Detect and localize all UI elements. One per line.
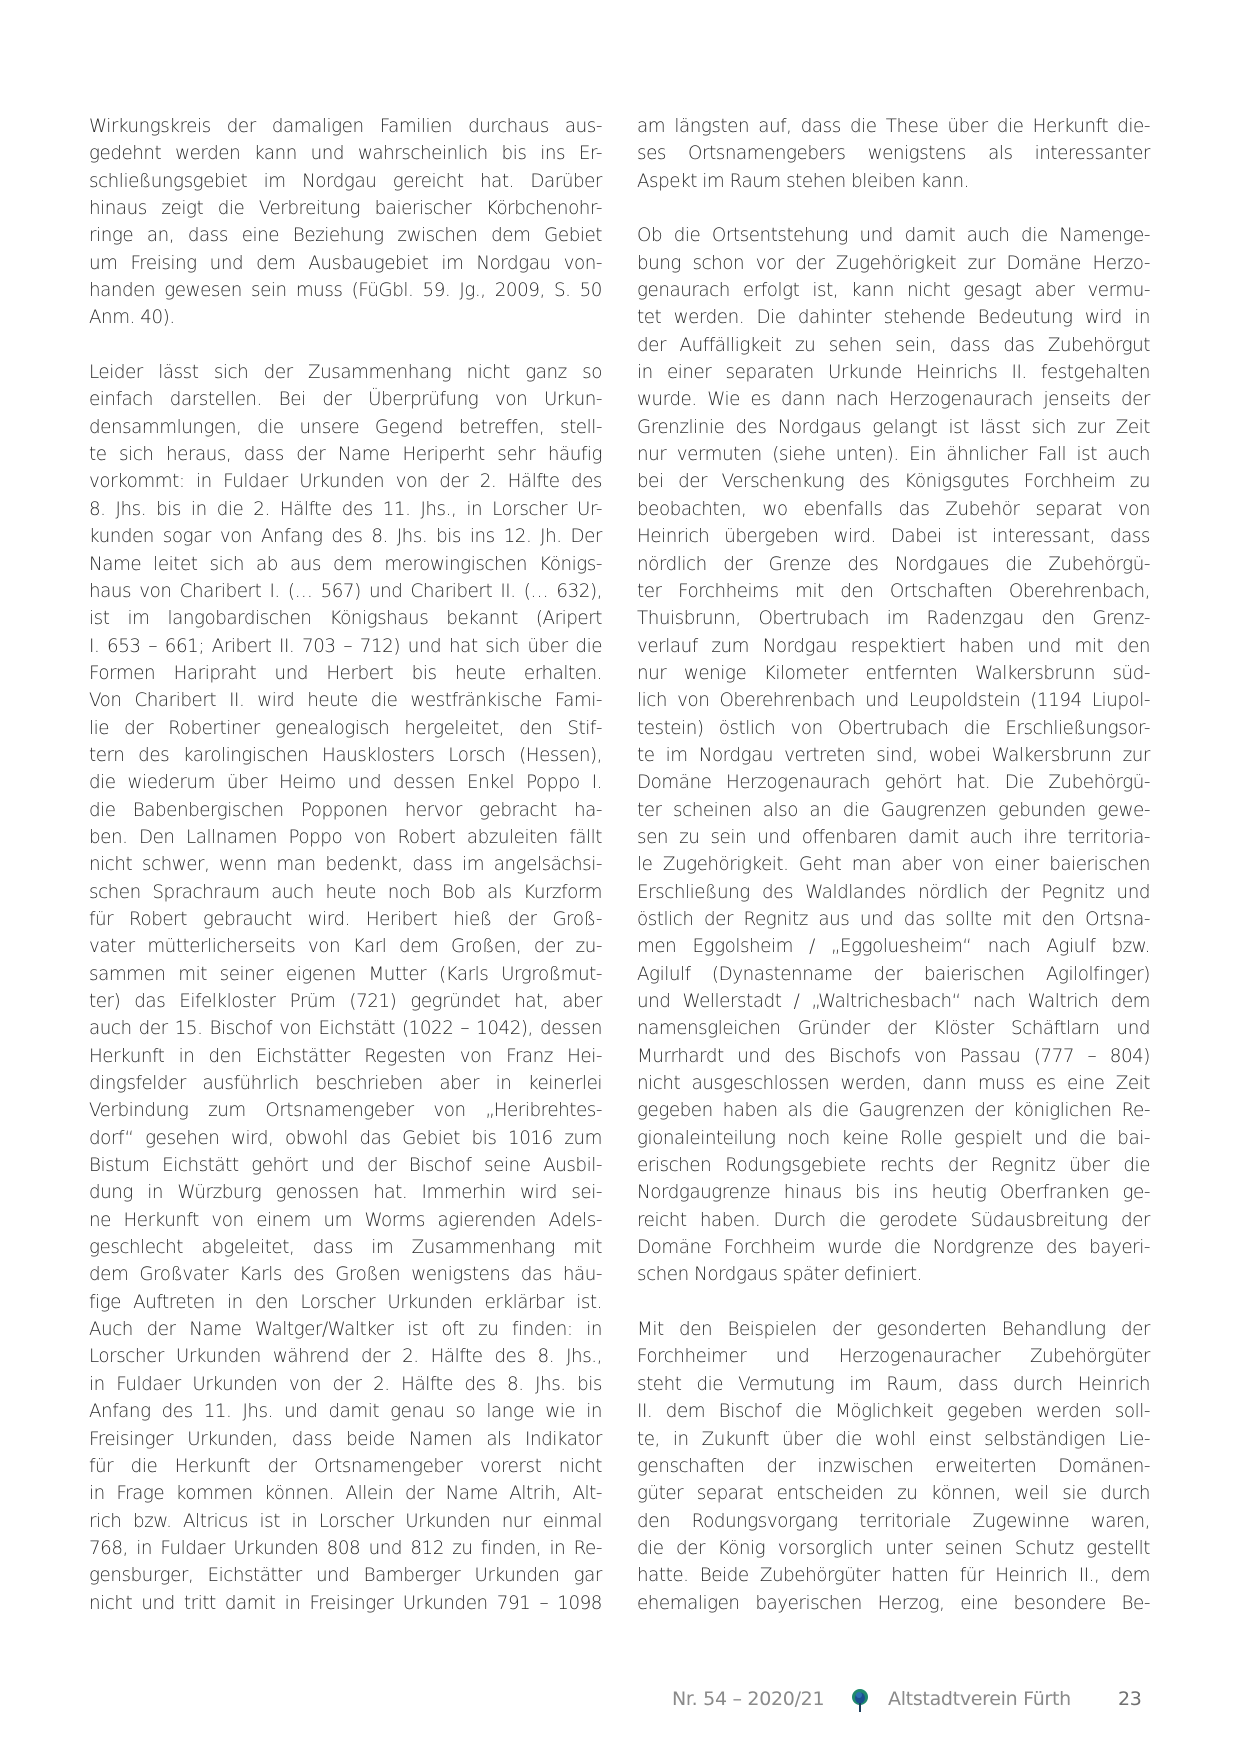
text-line: Forchheimer und Herzogenauracher Zubehörgüter <box>637 1346 1150 1368</box>
text-line: vorkommt: in Fuldaer Urkunden von der 2. Hälfte des <box>89 471 602 493</box>
text-line: Bistum Eichstätt gehört und der Bischof seine Ausbil- <box>89 1155 602 1177</box>
text-line: ne Herkunft von einem um Worms agierenden Adels- <box>89 1209 602 1231</box>
text-line: schen Sprachraum auch heute noch Bob als Kurzform <box>89 881 602 903</box>
text-line: in Fuldaer Urkunden von der 2. Hälfte des 8. Jhs. bis <box>89 1373 602 1395</box>
text-line: Leider lässt sich der Zusammenhang nicht ganz so <box>89 362 602 384</box>
text-line: Anm. 40). <box>89 307 175 329</box>
text-line: le Zugehörigkeit. Geht man aber von einer baierischen <box>637 854 1150 876</box>
tree-icon <box>850 1689 870 1713</box>
paragraph <box>89 113 602 332</box>
text-line: tet werden. Die dahinter stehende Bedeutung wird in <box>637 307 1150 329</box>
text-line: sen zu sein und offenbaren damit auch ihre territoria- <box>637 826 1150 848</box>
paragraph <box>637 222 1150 1288</box>
text-line: Mit den Beispielen der gesonderten Behandlung der <box>637 1319 1150 1341</box>
text-line: densammlungen, die unsere Gegend betreffen, stell- <box>89 416 602 438</box>
text-line: sammen mit seiner eigenen Mutter (Karls Urgroßmut- <box>89 963 602 985</box>
text-line: ben. Den Lallnamen Poppo von Robert abzuleiten fällt <box>89 826 602 848</box>
text-line: erischen Rodungsgebiete rechts der Regnitz über die <box>637 1155 1150 1177</box>
text-line: Erschließung des Waldlandes nördlich der Pegnitz und <box>637 881 1150 903</box>
text-line: schließungsgebiet im Nordgau gereicht hat. Darüber <box>89 170 602 192</box>
text-line: II. dem Bischof die Möglichkeit gegeben werden soll- <box>637 1401 1150 1423</box>
text-line: namensgleichen Gründer der Klöster Schäftlarn und <box>637 1018 1150 1040</box>
text-line: Aspekt im Raum stehen bleiben kann. <box>637 170 969 192</box>
text-line: für Robert gebraucht wird. Heribert hieß der Groß- <box>89 908 602 930</box>
text-line: schen Nordgaus später definiert. <box>637 1264 923 1286</box>
text-line: nicht schwer, wenn man bedenkt, dass im angelsächsi- <box>89 854 602 876</box>
text-line: Grenzlinie des Nordgaus gelangt ist lässt sich zur Zeit <box>637 416 1150 438</box>
text-line: in einer separaten Urkunde Heinrichs II. festgehalten <box>637 362 1150 384</box>
text-line: die Babenbergischen Popponen hervor gebracht ha- <box>89 799 602 821</box>
paragraph <box>89 359 602 1617</box>
text-line: der Auffälligkeit zu sehen sein, dass das Zubehörgut <box>637 334 1150 356</box>
paragraph <box>637 1316 1150 1617</box>
text-line: men Eggolsheim / „Eggoluesheim“ nach Agiulf bzw. <box>637 936 1150 958</box>
text-line: te, in Zukunft über die wohl einst selbständigen Lie- <box>637 1428 1150 1450</box>
text-line: verlauf zum Nordgau respektiert haben und mit den <box>637 635 1150 657</box>
text-line: bei der Verschenkung des Königsgutes Forchheim zu <box>637 471 1150 493</box>
text-line: ses Ortsnamengebers wenigstens als interessanter <box>637 143 1150 165</box>
text-line: Nordgaugrenze hinaus bis ins heutig Oberfranken ge- <box>637 1182 1150 1204</box>
left-column <box>89 113 602 1617</box>
text-line: ter) das Eifelkloster Prüm (721) gegründet hat, aber <box>89 991 602 1012</box>
text-line: Von Charibert II. wird heute die westfränkische Fami- <box>89 690 602 712</box>
text-line: 768, in Fuldaer Urkunden 808 und 812 zu finden, in Re- <box>89 1537 602 1559</box>
text-line: dorf“ gesehen wird, obwohl das Gebiet bis 1016 zum <box>89 1127 602 1149</box>
text-line: Anfang des 11. Jhs. und damit genau so lange wie in <box>89 1401 602 1423</box>
page-number: 23 <box>1118 1688 1142 1710</box>
text-line: tern des karolingischen Hausklosters Lorsch (Hessen), <box>89 744 602 766</box>
text-line: auch der 15. Bischof von Eichstätt (1022 – 1042), dessen <box>89 1018 602 1040</box>
text-line: Auch der Name Waltger/Waltker ist oft zu finden: in <box>89 1319 602 1341</box>
text-line: nur wenige Kilometer entfernten Walkersbrunn süd- <box>637 662 1150 684</box>
text-line: Agilulf (Dynastenname der baierischen Agilolfinger) <box>637 963 1150 985</box>
text-line: nicht und tritt damit in Freisinger Urkunden 791 – 1098 <box>89 1592 602 1614</box>
text-line: lie der Robertiner genealogisch hergeleitet, den Stif- <box>89 717 602 739</box>
text-line: in Frage kommen können. Allein der Name Altrih, Alt- <box>89 1483 602 1505</box>
text-line: testein) östlich von Obertrubach die Erschließungsor- <box>637 717 1150 739</box>
text-line: dung in Würzburg genossen hat. Immerhin wird sei- <box>89 1182 602 1204</box>
paragraph <box>637 113 1150 195</box>
text-line: gensburger, Eichstätter und Bamberger Urkunden gar <box>89 1565 602 1587</box>
text-line: ehemaligen bayerischen Herzog, eine besondere Be- <box>637 1592 1150 1614</box>
text-line: dingsfelder ausführlich beschrieben aber in keinerlei <box>89 1073 602 1095</box>
text-line: gedehnt werden kann und wahrscheinlich bis ins Er- <box>89 143 602 165</box>
right-column <box>637 113 1150 1617</box>
text-line: rich bzw. Altricus ist in Lorscher Urkunden nur einmal <box>89 1510 602 1532</box>
text-line: handen gewesen sein muss (FüGbl. 59. Jg., 2009, S. 50 <box>89 280 602 302</box>
text-line: nur vermuten (siehe unten). Ein ähnlicher Fall ist auch <box>637 444 1150 466</box>
text-line: ter scheinen also an die Gaugrenzen gebunden gewe- <box>637 799 1150 821</box>
text-line: genschaften der inzwischen erweiterten Domänen- <box>637 1455 1150 1477</box>
text-line: Formen Haripraht und Herbert bis heute erhalten. <box>89 662 602 684</box>
text-line: 8. Jhs. bis in die 2. Hälfte des 11. Jhs., in Lorscher Ur- <box>89 498 602 520</box>
text-line: reicht haben. Durch die gerodete Südausbreitung der <box>637 1209 1150 1231</box>
text-line: geschlecht abgeleitet, dass im Zusammenhang mit <box>89 1237 602 1259</box>
text-line: Thuisbrunn, Obertrubach im Radenzgau den Grenz- <box>637 608 1150 630</box>
text-line: hinaus zeigt die Verbreitung baierischer Körbchenohr- <box>89 198 602 220</box>
text-line: östlich der Regnitz aus und das sollte mit den Ortsna- <box>637 908 1150 930</box>
text-line: für die Herkunft der Ortsnamengeber vorerst nicht <box>89 1455 602 1477</box>
text-line: einfach darstellen. Bei der Überprüfung von Urkun- <box>89 389 602 411</box>
text-line: Herkunft in den Eichstätter Regesten von Franz Hei- <box>89 1045 602 1067</box>
text-line: haus von Charibert I. (… 567) und Charibert II. (… 632), <box>89 580 602 602</box>
text-line: ist im langobardischen Königshaus bekannt (Aripert <box>89 608 602 630</box>
text-line: vater mütterlicherseits von Karl dem Großen, der zu- <box>89 936 602 958</box>
text-line: gionaleinteilung noch keine Rolle gespielt und die bai- <box>637 1127 1150 1149</box>
text-line: Lorscher Urkunden während der 2. Hälfte des 8. Jhs., <box>89 1346 602 1368</box>
issue-number: Nr. 54 – 2020/21 <box>672 1688 825 1710</box>
text-line: Wirkungskreis der damaligen Familien durchaus aus- <box>89 116 602 137</box>
text-line: Murrhardt und des Bischofs von Passau (777 – 804) <box>637 1045 1150 1067</box>
text-line: den Rodungsvorgang territoriale Zugewinne waren, <box>637 1510 1150 1532</box>
text-line: Name leitet sich ab aus dem merowingischen Königs- <box>89 553 602 575</box>
text-line: Domäne Forchheim wurde die Nordgrenze des bayeri- <box>637 1237 1150 1259</box>
text-line: fige Auftreten in den Lorscher Urkunden erklärbar ist. <box>89 1291 602 1313</box>
text-line: I. 653 – 661; Aribert II. 703 – 712) und hat sich über die <box>89 635 602 657</box>
text-line: steht die Vermutung im Raum, dass durch Heinrich <box>637 1373 1150 1395</box>
text-line: gegeben haben als die Gaugrenzen der königlichen Re- <box>637 1100 1150 1122</box>
text-line: ringe an, dass eine Beziehung zwischen dem Gebiet <box>89 225 602 247</box>
text-line: dem Großvater Karls des Großen wenigstens das häu- <box>89 1264 602 1286</box>
paragraph-spacer <box>637 1289 1150 1316</box>
text-line: güter separat entscheiden zu können, weil sie durch <box>637 1483 1150 1505</box>
text-line: te sich heraus, dass der Name Heriperht sehr häufig <box>89 444 602 466</box>
text-line: die der König vorsorglich unter seinen Schutz gestellt <box>637 1537 1150 1559</box>
text-line: lich von Oberehrenbach und Leupoldstein (1194 Liupol- <box>637 690 1150 712</box>
text-line: ter Forchheims mit den Ortschaften Oberehrenbach, <box>637 580 1150 602</box>
text-line: hatte. Beide Zubehörgüter hatten für Heinrich II., dem <box>637 1565 1150 1587</box>
organization-name: Altstadtverein Fürth <box>888 1688 1071 1710</box>
text-line: Verbindung zum Ortsnamengeber von „Heribrehtes- <box>89 1100 602 1122</box>
text-line: am längsten auf, dass die These über die Herkunft die- <box>637 116 1150 137</box>
paragraph-spacer <box>89 332 602 359</box>
text-line: beobachten, wo ebenfalls das Zubehör separat von <box>637 498 1150 520</box>
text-line: kunden sogar von Anfang des 8. Jhs. bis ins 12. Jh. Der <box>89 526 602 548</box>
text-line: bung schon vor der Zugehörigkeit zur Domäne Herzo- <box>637 252 1150 274</box>
text-line: die wiederum über Heimo und dessen Enkel Poppo I. <box>89 772 602 794</box>
text-line: nördlich der Grenze des Nordgaues die Zubehörgü- <box>637 553 1150 575</box>
text-line: te im Nordgau vertreten sind, wobei Walkersbrunn zur <box>637 744 1150 766</box>
text-line: Freisinger Urkunden, dass beide Namen als Indikator <box>89 1428 602 1450</box>
text-line: wurde. Wie es dann nach Herzogenaurach jenseits der <box>637 389 1150 411</box>
text-line: Heinrich übergeben wird. Dabei ist interessant, dass <box>637 526 1150 548</box>
text-line: genaurach erfolgt ist, kann nicht gesagt aber vermu- <box>637 280 1150 302</box>
text-line: und Wellerstadt / „Waltrichesbach“ nach Waltrich dem <box>637 991 1150 1012</box>
page-footer <box>0 1688 1239 1718</box>
text-line: nicht ausgeschlossen werden, dann muss es eine Zeit <box>637 1073 1150 1095</box>
text-line: Domäne Herzogenaurach gehört hat. Die Zubehörgü- <box>637 772 1150 794</box>
text-line: Ob die Ortsentstehung und damit auch die Namenge- <box>637 225 1150 247</box>
text-line: um Freising und dem Ausbaugebiet im Nordgau von- <box>89 252 602 274</box>
paragraph-spacer <box>637 195 1150 222</box>
